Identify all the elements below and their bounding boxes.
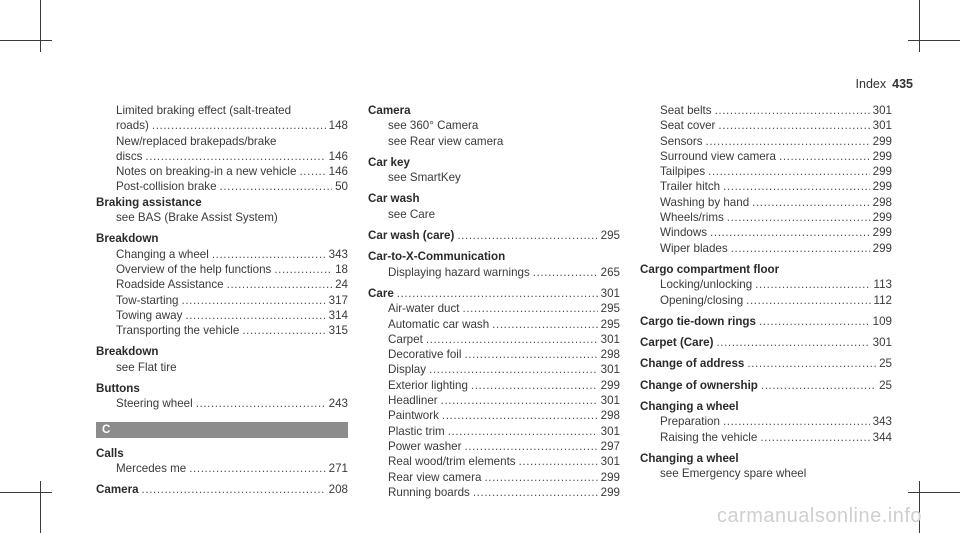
index-heading: Car wash xyxy=(368,192,420,206)
index-see[interactable]: see Rear view camera xyxy=(388,134,504,148)
index-entry[interactable]: Displaying hazard warnings ..... 265 xyxy=(368,265,620,280)
index-entry[interactable]: Running boards ..... 299 xyxy=(368,485,620,500)
care-sublist xyxy=(368,301,620,500)
index-entry[interactable]: Rear view camera ..... 299 xyxy=(368,470,620,485)
index-heading: Cargo compartment floor xyxy=(640,262,780,276)
index-entry[interactable]: Camera ..... 208 xyxy=(96,482,348,497)
index-see[interactable]: see Flat tire xyxy=(116,360,177,374)
index-column-3 xyxy=(640,103,892,482)
index-heading: Changing a wheel xyxy=(640,400,739,414)
index-entry[interactable]: Exterior lighting ..... 299 xyxy=(368,378,620,393)
index-heading: Buttons xyxy=(96,382,140,396)
index-entry[interactable]: Windows ..... 299 xyxy=(640,225,892,240)
index-entry[interactable]: Automatic car wash ..... 295 xyxy=(368,317,620,332)
index-heading: Braking assistance xyxy=(96,195,202,209)
index-entry[interactable]: Trailer hitch ..... 299 xyxy=(640,179,892,194)
index-entry[interactable]: Mercedes me ..... 271 xyxy=(96,461,348,476)
crop-mark xyxy=(40,0,41,52)
index-see[interactable]: see Care xyxy=(388,207,436,221)
index-entry[interactable]: Washing by hand ..... 298 xyxy=(640,195,892,210)
index-entry[interactable]: Surround view camera ..... 299 xyxy=(640,149,892,164)
index-entry[interactable]: Car wash (care) ..... 295 xyxy=(368,228,620,243)
index-entry[interactable]: Real wood/trim elements ..... 301 xyxy=(368,454,620,469)
crop-mark xyxy=(0,492,52,493)
section-letter-c: C xyxy=(96,422,348,438)
index-entry[interactable]: Overview of the help functions ..... 18 xyxy=(96,262,348,277)
index-entry[interactable]: discs ..... 146 xyxy=(96,149,348,164)
index-entry[interactable]: Roadside Assistance ..... 24 xyxy=(96,277,348,292)
index-entry[interactable]: Wiper blades ..... 299 xyxy=(640,241,892,256)
index-see[interactable]: see SmartKey xyxy=(388,171,461,185)
crop-mark xyxy=(0,40,52,41)
index-entry[interactable]: Tow-starting ..... 317 xyxy=(96,293,348,308)
index-entry[interactable]: Wheels/rims ..... 299 xyxy=(640,210,892,225)
index-column-2 xyxy=(368,103,620,500)
page-number: 435 xyxy=(892,77,913,91)
index-entry[interactable]: Display ..... 301 xyxy=(368,362,620,377)
index-see[interactable]: see Emergency spare wheel xyxy=(660,467,807,481)
index-entry[interactable]: Post-collision brake ..... 50 xyxy=(96,179,348,194)
index-heading: Car key xyxy=(368,155,410,169)
index-entry[interactable]: Air-water duct ..... 295 xyxy=(368,301,620,316)
page-header xyxy=(856,77,913,91)
index-entry[interactable]: Changing a wheel ..... 343 xyxy=(96,247,348,262)
crop-mark xyxy=(908,492,960,493)
index-entry[interactable]: Tailpipes ..... 299 xyxy=(640,164,892,179)
index-entry[interactable]: Carpet (Care) ..... 301 xyxy=(640,335,892,350)
index-entry[interactable]: Plastic trim ..... 301 xyxy=(368,424,620,439)
care-sublist-continued xyxy=(640,103,892,256)
index-entry: New/replaced brakepads/brake xyxy=(116,134,277,148)
index-entry[interactable]: Sensors ..... 299 xyxy=(640,134,892,149)
index-entry[interactable]: Seat cover ..... 301 xyxy=(640,118,892,133)
header-label: Index xyxy=(855,77,887,91)
crop-mark xyxy=(908,40,960,41)
index-entry[interactable]: Towing away ..... 314 xyxy=(96,308,348,323)
index-entry[interactable]: Preparation ..... 343 xyxy=(640,414,892,429)
index-entry[interactable]: Headliner ..... 301 xyxy=(368,393,620,408)
index-entry[interactable]: Seat belts ..... 301 xyxy=(640,103,892,118)
index-entry[interactable]: Cargo tie-down rings ..... 109 xyxy=(640,314,892,329)
index-heading: Calls xyxy=(96,446,124,460)
index-entry[interactable]: Care ..... 301 xyxy=(368,286,620,301)
crop-mark xyxy=(919,0,920,52)
index-entry[interactable]: Notes on breaking-in a new vehicle ..... 146 xyxy=(96,164,348,179)
index-entry[interactable]: Locking/unlocking ..... 113 xyxy=(640,277,892,292)
index-entry[interactable]: Steering wheel ..... 243 xyxy=(96,396,348,411)
index-entry[interactable]: roads) ..... 148 xyxy=(96,118,348,133)
index-entry[interactable]: Change of ownership ..... 25 xyxy=(640,378,892,393)
index-entry[interactable]: Change of address ..... 25 xyxy=(640,356,892,371)
index-heading: Changing a wheel xyxy=(640,451,739,465)
index-heading: Breakdown xyxy=(96,345,159,359)
index-entry[interactable]: Opening/closing ..... 112 xyxy=(640,293,892,308)
index-entry[interactable]: Carpet ..... 301 xyxy=(368,332,620,347)
index-entry[interactable]: Power washer ..... 297 xyxy=(368,439,620,454)
index-heading: Car-to-X-Communication xyxy=(368,250,506,264)
index-see[interactable]: see BAS (Brake Assist System) xyxy=(116,211,278,225)
index-entry[interactable]: Raising the vehicle ..... 344 xyxy=(640,430,892,445)
index-heading: Camera xyxy=(368,104,411,117)
index-see[interactable]: see 360° Camera xyxy=(388,119,479,133)
index-entry: Limited braking effect (salt-treated xyxy=(116,104,292,117)
index-column-1 xyxy=(96,103,348,498)
index-entry[interactable]: Decorative foil ..... 298 xyxy=(368,347,620,362)
index-entry[interactable]: Paintwork ..... 298 xyxy=(368,408,620,423)
crop-mark xyxy=(40,481,41,533)
index-heading: Breakdown xyxy=(96,232,159,246)
watermark: carmanualsonline.info xyxy=(716,505,922,527)
index-entry[interactable]: Transporting the vehicle ..... 315 xyxy=(96,323,348,338)
